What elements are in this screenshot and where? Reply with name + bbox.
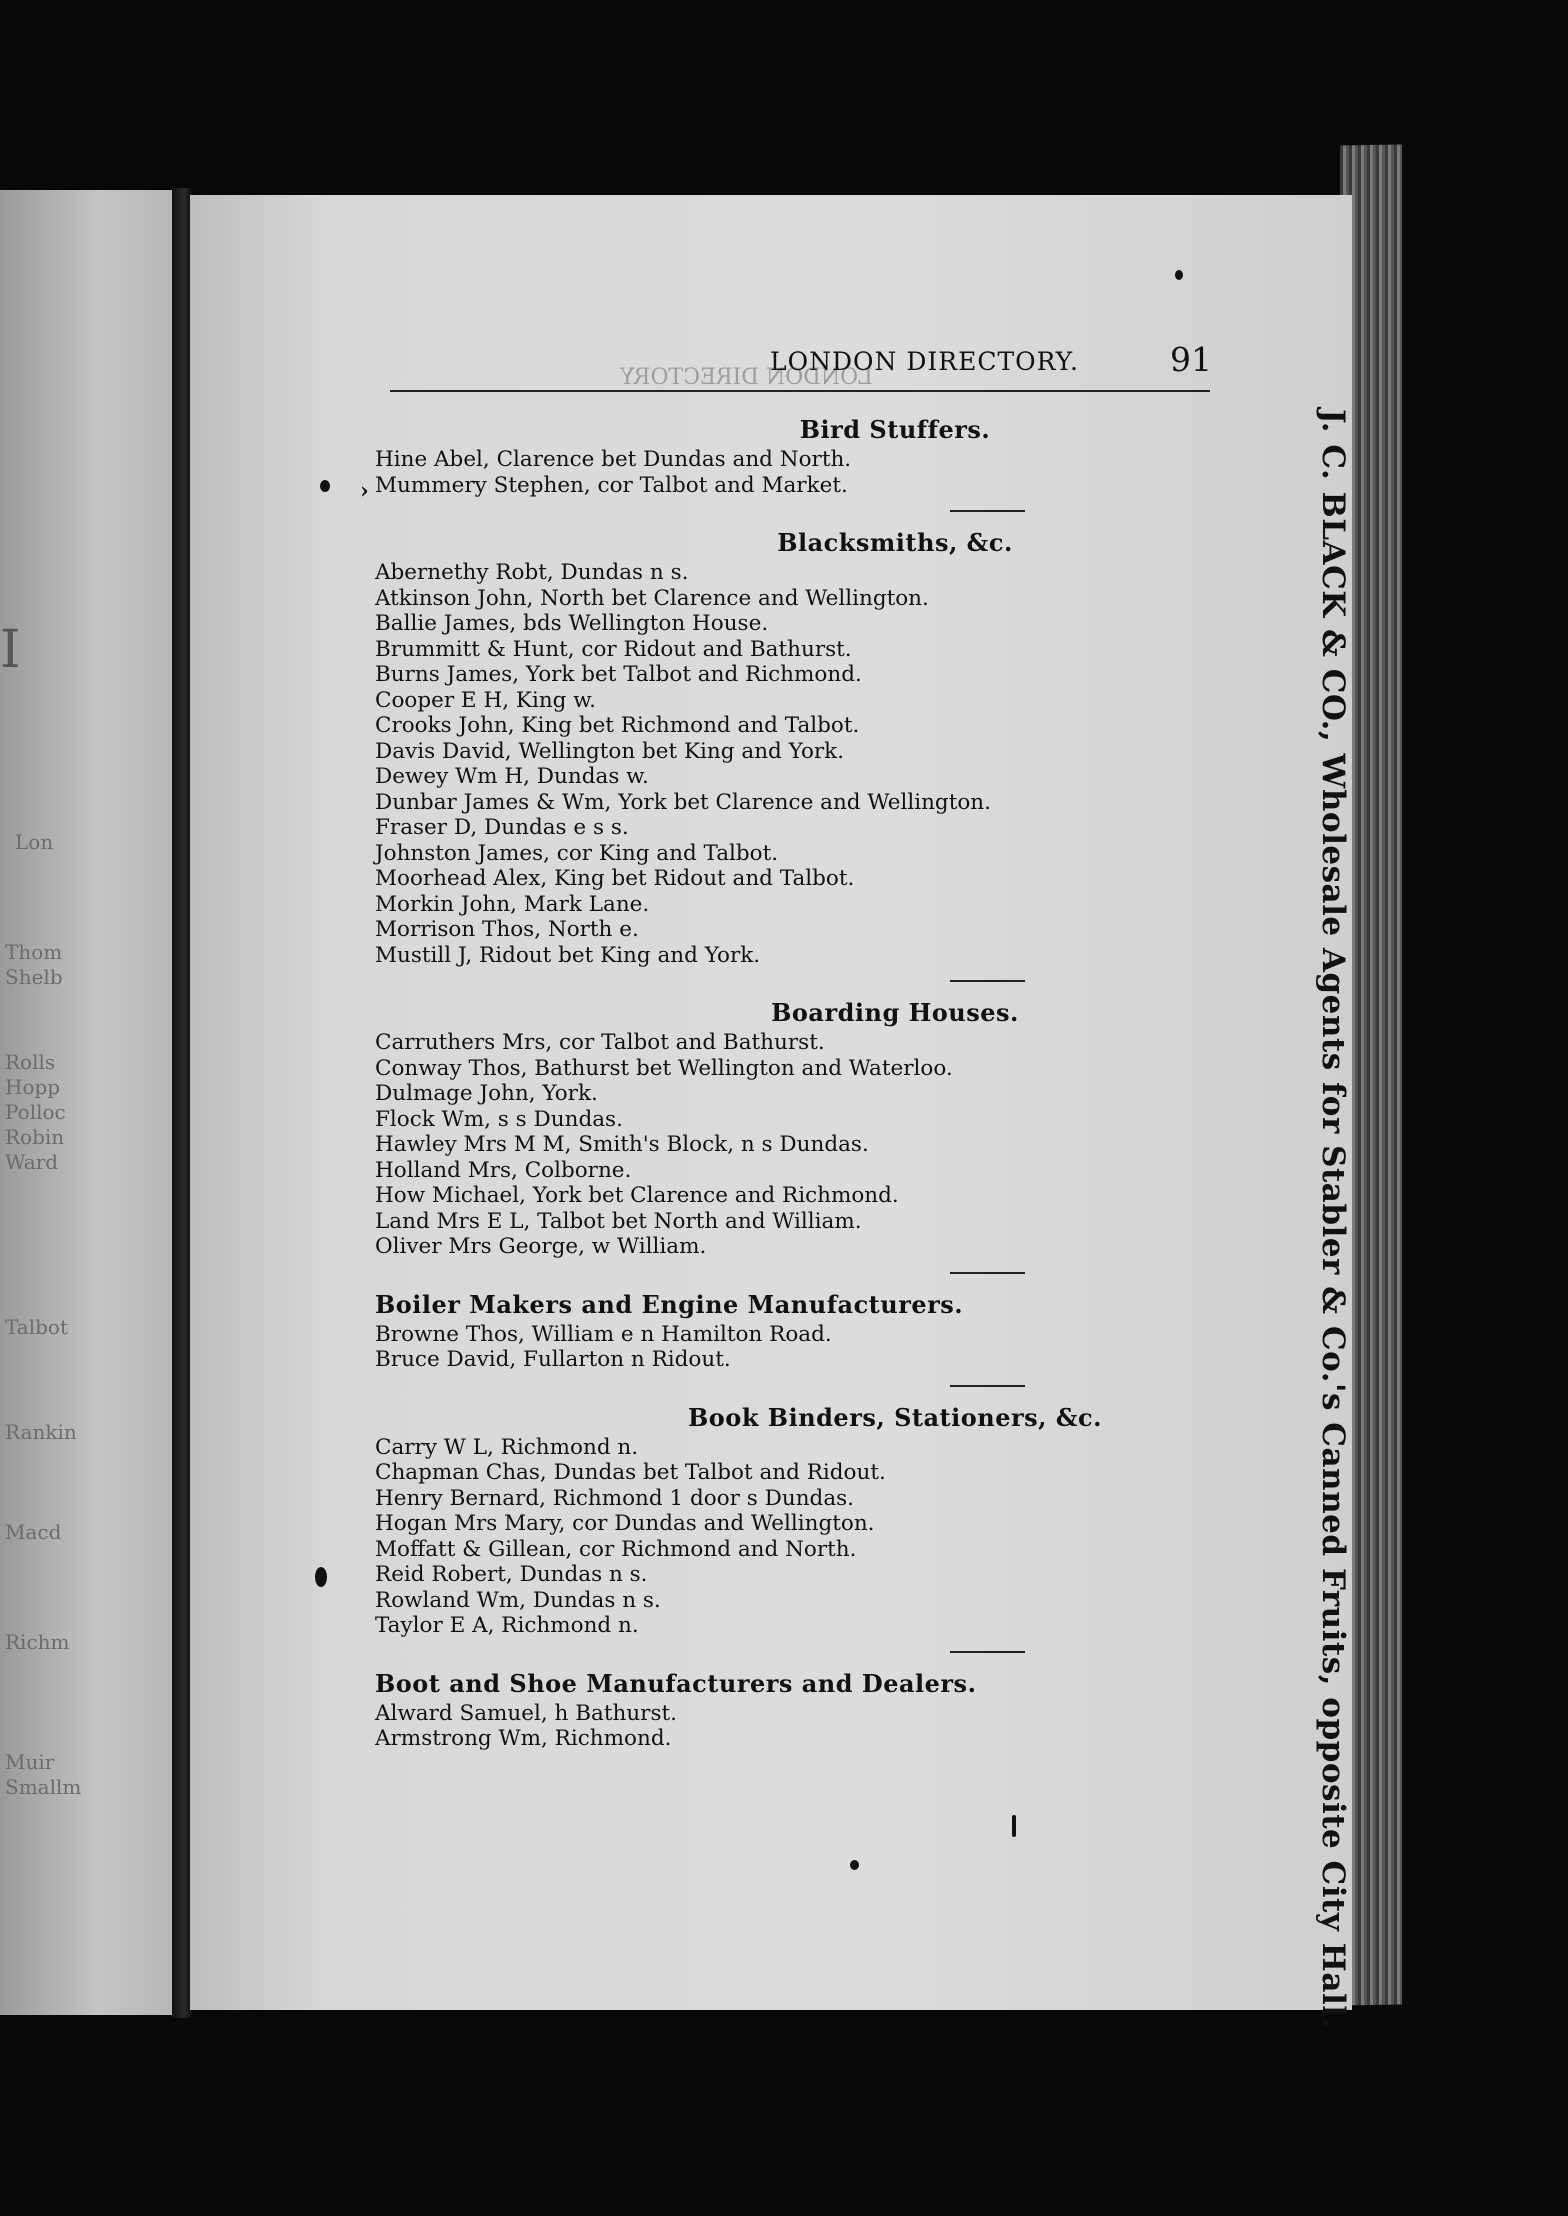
list-item: Carruthers Mrs, cor Talbot and Bathurst. (375, 1030, 825, 1055)
book-gutter (172, 188, 192, 2018)
page-number: 91 (1170, 340, 1212, 379)
left-page-fragment: Rankin (5, 1420, 77, 1444)
list-item: Dulmage John, York. (375, 1081, 598, 1106)
list-item: Browne Thos, William e n Hamilton Road. (375, 1321, 832, 1347)
list-item: Abernethy Robt, Dundas n s. (375, 560, 689, 585)
ink-spot (1175, 270, 1183, 280)
section-title: Bird Stuffers. (799, 415, 991, 444)
margin-mark-icon: › (360, 478, 369, 504)
left-page-fragment: Richm (5, 1630, 70, 1654)
list-item: Morkin John, Mark Lane. (375, 891, 650, 917)
list-item: Land Mrs E L, Talbot bet North and William. (375, 1208, 862, 1234)
list-item: Taylor E A, Richmond n. (375, 1613, 639, 1638)
list-item: Armstrong Wm, Richmond. (375, 1726, 672, 1751)
header-rule (390, 390, 1210, 392)
ink-spot (1012, 1815, 1016, 1837)
left-page-fragment: Muir (5, 1750, 55, 1774)
left-page-fragment: I (0, 620, 21, 680)
list-item: Hawley Mrs M M, Smith's Block, n s Dundas. (375, 1132, 869, 1157)
left-page-fragment: Shelb (5, 965, 63, 989)
list-item: Mustill J, Ridout bet King and York. (375, 942, 761, 968)
list-item: Conway Thos, Bathurst bet Wellington and Waterloo. (375, 1055, 953, 1081)
page-header-title: LONDON DIRECTORY. (770, 347, 1079, 376)
left-page-fragment: Talbot (5, 1315, 68, 1339)
list-item: Moorhead Alex, King bet Ridout and Talbot. (375, 866, 855, 891)
list-item: Flock Wm, s s Dundas. (375, 1106, 623, 1132)
show-through-text: LONDON DIRECTORY (620, 365, 873, 390)
left-page-fragment: Smallm (5, 1775, 82, 1799)
list-item: Carry W L, Richmond n. (375, 1434, 639, 1460)
list-item: Hogan Mrs Mary, cor Dundas and Wellington. (375, 1511, 875, 1536)
list-item: Crooks John, King bet Richmond and Talbot. (375, 713, 860, 738)
section-title: Boiler Makers and Engine Manufacturers. (375, 1289, 964, 1319)
left-page-fragment: Hopp (5, 1075, 61, 1099)
left-page-fragment: Ward (5, 1150, 59, 1174)
section-title: Boot and Shoe Manufacturers and Dealers. (375, 1668, 977, 1698)
list-item: Dewey Wm H, Dundas w. (375, 764, 649, 789)
left-page-fragment: Lon (15, 830, 54, 854)
section-divider (950, 510, 1025, 512)
section-title: Book Binders, Stationers, &c. (688, 1402, 1102, 1432)
list-item: Davis David, Wellington bet King and York. (375, 738, 845, 764)
list-item: Hine Abel, Clarence bet Dundas and North. (375, 447, 852, 472)
side-advertisement: J. C. BLACK & CO., Wholesale Agents for Stabler & Co.'s Canned Fruits, opposite City Hall. (1315, 409, 1351, 2029)
section-title: Boarding Houses. (771, 998, 1019, 1027)
list-item: Morrison Thos, North e. (375, 917, 639, 942)
list-item: Mummery Stephen, cor Talbot and Market. (375, 472, 848, 498)
list-item: Bruce David, Fullarton n Ridout. (375, 1347, 731, 1372)
list-item: Moffatt & Gillean, cor Richmond and North. (375, 1536, 857, 1562)
list-item: Atkinson John, North bet Clarence and Wellington. (375, 585, 929, 611)
section-divider (950, 1272, 1025, 1274)
list-item: How Michael, York bet Clarence and Richmond. (375, 1183, 899, 1208)
list-item: Brummitt & Hunt, cor Ridout and Bathurst. (375, 636, 852, 662)
left-page-fragment: Rolls (5, 1050, 56, 1074)
list-item: Reid Robert, Dundas n s. (375, 1562, 648, 1587)
ink-spot (850, 1860, 859, 1870)
ink-spot (320, 480, 330, 492)
list-item: Rowland Wm, Dundas n s. (375, 1587, 661, 1613)
left-page-fragment: Polloc (5, 1100, 66, 1124)
directory-listing (375, 413, 1315, 1752)
section-divider (950, 1651, 1025, 1653)
section-divider (950, 1385, 1025, 1387)
list-item: Holland Mrs, Colborne. (375, 1157, 632, 1183)
directory-page (190, 195, 1352, 2029)
list-item: Ballie James, bds Wellington House. (375, 611, 769, 636)
list-item: Fraser D, Dundas e s s. (375, 815, 629, 840)
section-title: Blacksmiths, &c. (777, 528, 1013, 557)
list-item: Cooper E H, King w. (375, 687, 596, 713)
left-page-fragment: Robin (5, 1125, 65, 1149)
section-divider (950, 980, 1025, 982)
left-page-fragment: Thom (5, 940, 63, 964)
list-item: Henry Bernard, Richmond 1 door s Dundas. (375, 1485, 855, 1511)
left-page-fragment: Macd (5, 1520, 62, 1544)
list-item: Oliver Mrs George, w William. (375, 1234, 707, 1259)
list-item: Dunbar James & Wm, York bet Clarence and Wellington. (375, 789, 991, 815)
list-item: Alward Samuel, h Bathurst. (375, 1700, 677, 1726)
list-item: Chapman Chas, Dundas bet Talbot and Ridout. (375, 1460, 886, 1485)
list-item: Burns James, York bet Talbot and Richmond. (375, 662, 862, 687)
left-facing-page (0, 190, 180, 2015)
list-item: Johnston James, cor King and Talbot. (375, 840, 779, 866)
ink-spot (315, 1567, 327, 1587)
